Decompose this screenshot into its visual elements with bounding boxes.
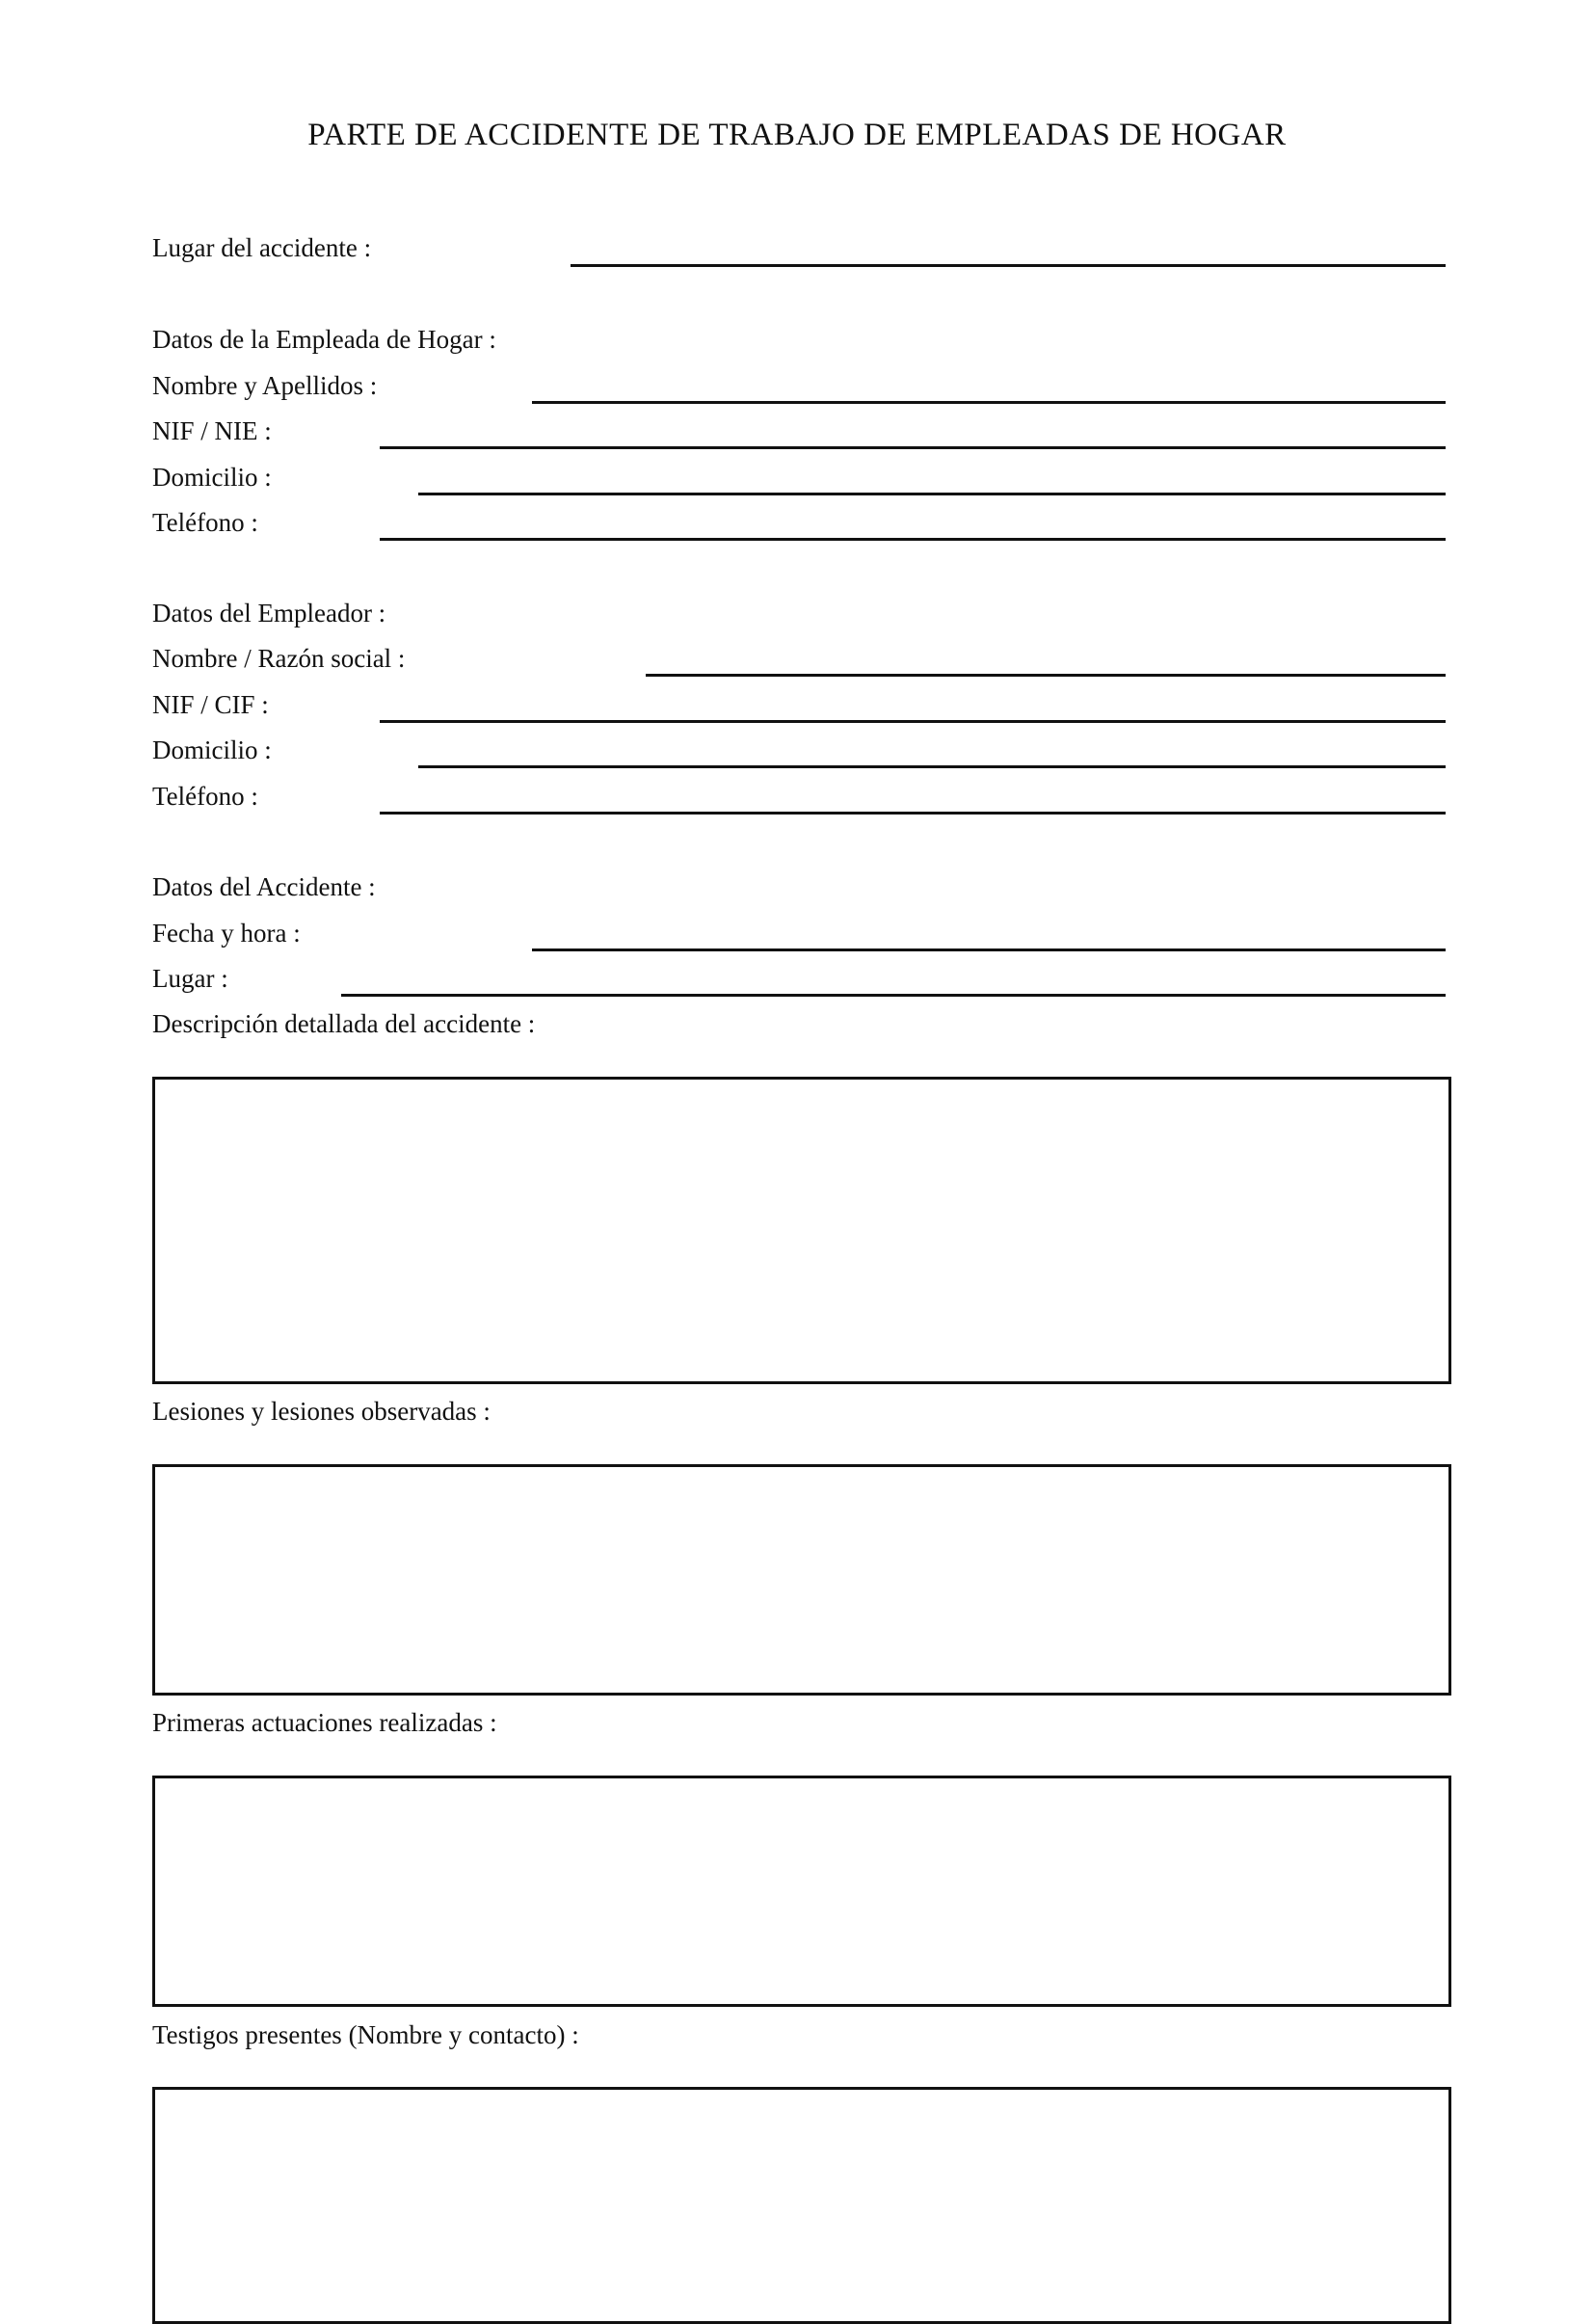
employer-section-heading: Datos del Empleador : [152, 599, 386, 628]
accident-description-label: Descripción detallada del accidente : [152, 1009, 536, 1038]
witnesses-label: Testigos presentes (Nombre y contacto) : [152, 2020, 579, 2049]
employee-name-field[interactable] [532, 401, 1446, 404]
accident-place-label: Lugar del accidente : [152, 233, 372, 262]
employer-id-label: NIF / CIF : [152, 690, 269, 719]
first-actions-box[interactable] [152, 1776, 1451, 2007]
witnesses-box[interactable] [152, 2087, 1451, 2324]
employer-address-field[interactable] [418, 765, 1446, 768]
accident-location-field[interactable] [341, 994, 1446, 997]
employee-name-label: Nombre y Apellidos : [152, 371, 378, 400]
employer-name-label: Nombre / Razón social : [152, 644, 406, 673]
employer-name-field[interactable] [646, 674, 1446, 677]
employee-phone-label: Teléfono : [152, 508, 258, 537]
employee-phone-field[interactable] [380, 538, 1446, 541]
page-title: PARTE DE ACCIDENTE DE TRABAJO DE EMPLEADAS DE HOGAR [307, 118, 1287, 152]
employer-address-label: Domicilio : [152, 735, 272, 764]
employee-id-field[interactable] [380, 446, 1446, 449]
accident-place-field[interactable] [571, 264, 1446, 267]
accident-location-label: Lugar : [152, 964, 228, 993]
accident-datetime-label: Fecha y hora : [152, 919, 301, 948]
employer-id-field[interactable] [380, 720, 1446, 723]
accident-section-heading: Datos del Accidente : [152, 872, 376, 901]
employer-phone-field[interactable] [380, 812, 1446, 815]
accident-description-box[interactable] [152, 1077, 1451, 1384]
accident-datetime-field[interactable] [532, 948, 1446, 951]
injuries-label: Lesiones y lesiones observadas : [152, 1397, 491, 1426]
employee-address-field[interactable] [418, 493, 1446, 495]
first-actions-label: Primeras actuaciones realizadas : [152, 1708, 497, 1737]
employee-section-heading: Datos de la Empleada de Hogar : [152, 325, 496, 354]
employee-address-label: Domicilio : [152, 463, 272, 492]
injuries-box[interactable] [152, 1464, 1451, 1696]
employer-phone-label: Teléfono : [152, 782, 258, 811]
employee-id-label: NIF / NIE : [152, 416, 272, 445]
